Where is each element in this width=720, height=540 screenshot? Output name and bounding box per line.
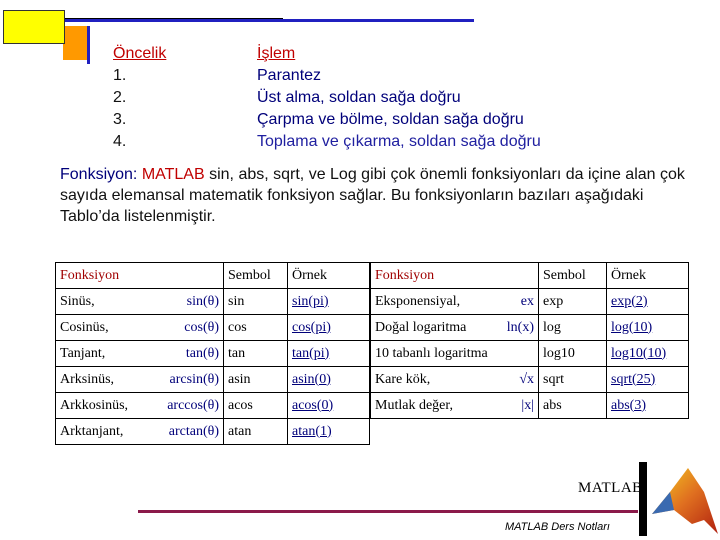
function-cell bbox=[371, 289, 539, 315]
function-cell bbox=[56, 289, 224, 315]
trig-functions-table bbox=[55, 262, 370, 445]
function-name: Doğal logaritma bbox=[375, 319, 467, 335]
header-symbol: Sembol bbox=[224, 263, 288, 289]
function-notation: arcsin(θ) bbox=[169, 371, 219, 387]
example-cell: asin(0) bbox=[288, 367, 370, 393]
example-cell: cos(pi) bbox=[288, 315, 370, 341]
example-cell: atan(1) bbox=[288, 419, 370, 445]
table-row bbox=[56, 367, 370, 393]
logo-bar bbox=[639, 462, 647, 536]
table-row bbox=[371, 341, 689, 367]
symbol-cell: sin bbox=[224, 289, 288, 315]
function-description bbox=[60, 164, 700, 227]
table-row bbox=[371, 367, 689, 393]
table-row bbox=[371, 289, 689, 315]
operation-4: Toplama ve çıkarma, soldan sağa doğru bbox=[257, 133, 541, 150]
function-notation: ex bbox=[520, 293, 534, 309]
symbol-cell: acos bbox=[224, 393, 288, 419]
log-functions-table bbox=[370, 262, 689, 419]
orange-block bbox=[63, 26, 89, 60]
example-cell: log10(10) bbox=[607, 341, 689, 367]
function-name: Arksinüs, bbox=[60, 371, 115, 387]
function-name: 10 tabanlı logaritma bbox=[375, 345, 488, 361]
function-cell bbox=[56, 315, 224, 341]
header-example: Örnek bbox=[288, 263, 370, 289]
precedence-heading: Öncelik bbox=[113, 45, 167, 62]
function-cell bbox=[56, 341, 224, 367]
table-header-row bbox=[371, 263, 689, 289]
operation-1: Parantez bbox=[257, 67, 322, 84]
table-row bbox=[371, 393, 689, 419]
matlab-logo-text: MATLAB bbox=[578, 480, 643, 496]
paragraph-matlab: MATLAB bbox=[137, 166, 210, 183]
top-blue-line bbox=[48, 19, 474, 22]
footer-caption: MATLAB Ders Notları bbox=[505, 521, 610, 533]
symbol-cell: atan bbox=[224, 419, 288, 445]
function-notation: arccos(θ) bbox=[167, 397, 219, 413]
precedence-levels bbox=[113, 43, 166, 153]
header-function: Fonksiyon bbox=[371, 263, 539, 289]
yellow-block bbox=[3, 10, 65, 44]
example-cell: sin(pi) bbox=[288, 289, 370, 315]
precedence-operations bbox=[257, 43, 541, 153]
function-name: Tanjant, bbox=[60, 345, 106, 361]
symbol-cell: log bbox=[539, 315, 607, 341]
table-row bbox=[56, 341, 370, 367]
function-cell bbox=[56, 419, 224, 445]
example-cell: sqrt(25) bbox=[607, 367, 689, 393]
symbol-cell: asin bbox=[224, 367, 288, 393]
function-notation: |x| bbox=[521, 397, 534, 413]
operation-heading: İşlem bbox=[257, 45, 296, 62]
function-notation: sin(θ) bbox=[186, 293, 219, 309]
header-function: Fonksiyon bbox=[56, 263, 224, 289]
matlab-logo-icon bbox=[648, 462, 720, 540]
function-cell bbox=[371, 315, 539, 341]
function-name: Arktanjant, bbox=[60, 423, 124, 439]
table-row bbox=[56, 393, 370, 419]
symbol-cell: log10 bbox=[539, 341, 607, 367]
example-cell: acos(0) bbox=[288, 393, 370, 419]
symbol-cell: cos bbox=[224, 315, 288, 341]
example-cell: abs(3) bbox=[607, 393, 689, 419]
function-name: Kare kök, bbox=[375, 371, 431, 387]
function-name: Eksponensiyal, bbox=[375, 293, 461, 309]
operation-2: Üst alma, soldan sağa doğru bbox=[257, 89, 461, 106]
function-notation: √x bbox=[519, 371, 534, 387]
symbol-cell: tan bbox=[224, 341, 288, 367]
table-row bbox=[56, 315, 370, 341]
table-row bbox=[56, 289, 370, 315]
function-notation: ln(x) bbox=[506, 319, 534, 335]
symbol-cell: abs bbox=[539, 393, 607, 419]
paragraph-text: sin, abs, sqrt, ve Log gibi çok önemli fonksiyonları da içine alan çok sayıda elemansal matematik fonksiyon sağlar. Bu fonksiyonların bazıları aşağıdaki Tablo’da listelenmiştir. bbox=[60, 166, 685, 225]
function-cell bbox=[371, 367, 539, 393]
operation-3: Çarpma ve bölme, soldan sağa doğru bbox=[257, 111, 524, 128]
function-notation: tan(θ) bbox=[185, 345, 219, 361]
level-3: 3. bbox=[113, 111, 127, 128]
footer-line bbox=[138, 510, 638, 513]
function-name: Mutlak değer, bbox=[375, 397, 453, 413]
example-cell: tan(pi) bbox=[288, 341, 370, 367]
function-name: Cosinüs, bbox=[60, 319, 109, 335]
function-notation: cos(θ) bbox=[184, 319, 219, 335]
function-name: Sinüs, bbox=[60, 293, 95, 309]
function-notation: arctan(θ) bbox=[168, 423, 219, 439]
blue-vertical-line bbox=[87, 26, 90, 64]
symbol-cell: sqrt bbox=[539, 367, 607, 393]
example-cell: exp(2) bbox=[607, 289, 689, 315]
header-symbol: Sembol bbox=[539, 263, 607, 289]
table-header-row bbox=[56, 263, 370, 289]
level-4: 4. bbox=[113, 133, 127, 150]
function-cell bbox=[371, 393, 539, 419]
function-name: Arkkosinüs, bbox=[60, 397, 129, 413]
function-cell bbox=[56, 393, 224, 419]
function-cell bbox=[56, 367, 224, 393]
header-example: Örnek bbox=[607, 263, 689, 289]
paragraph-label: Fonksiyon: bbox=[60, 166, 138, 183]
example-cell: log(10) bbox=[607, 315, 689, 341]
table-row bbox=[371, 315, 689, 341]
level-1: 1. bbox=[113, 67, 127, 84]
function-cell bbox=[371, 341, 539, 367]
level-2: 2. bbox=[113, 89, 127, 106]
table-row bbox=[56, 419, 370, 445]
symbol-cell: exp bbox=[539, 289, 607, 315]
